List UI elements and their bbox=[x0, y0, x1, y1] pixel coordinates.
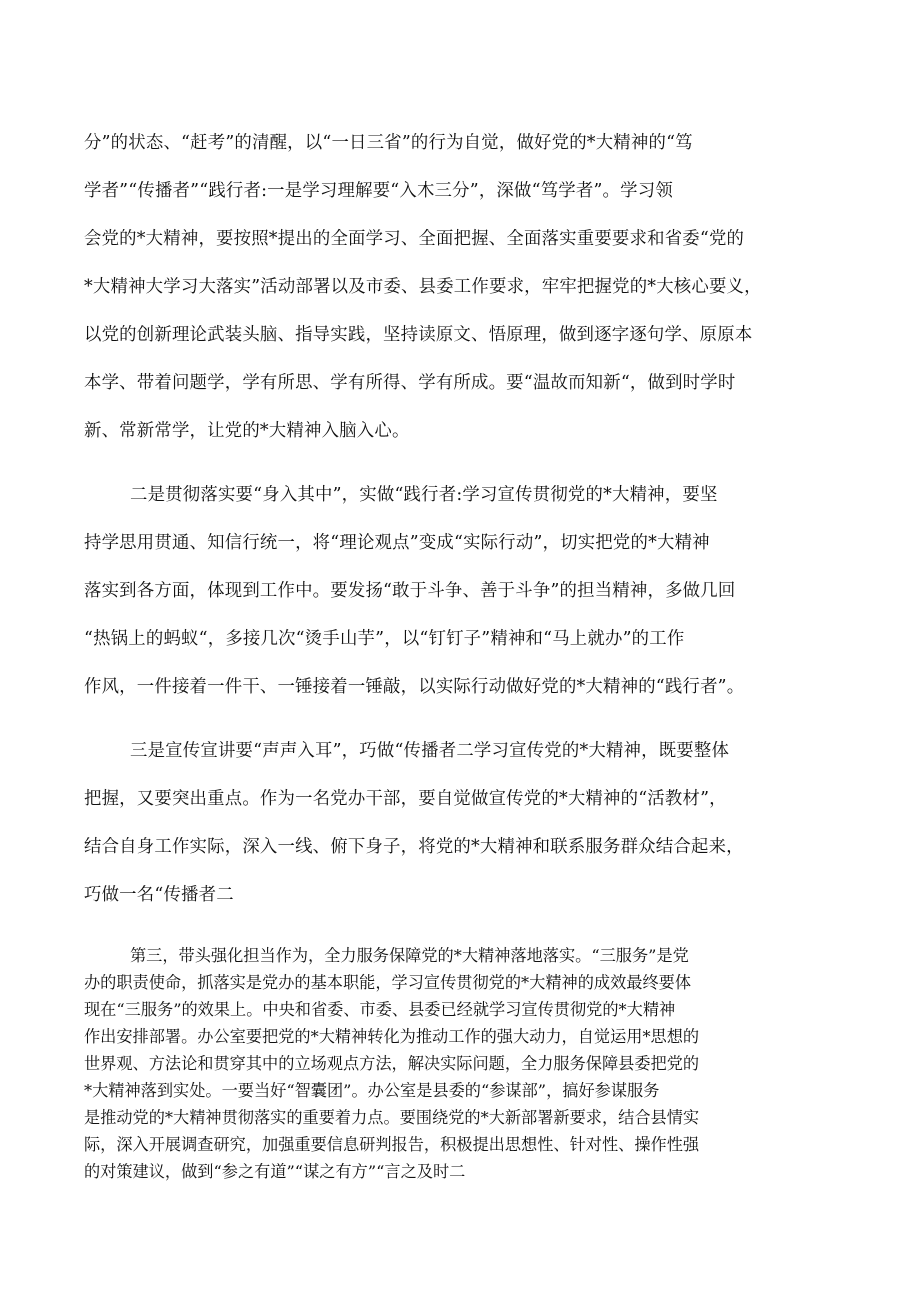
paragraph-line: 分”的状态、“赶考”的清醒，以“一日三省”的行为自觉，做好党的*大精神的“笃 bbox=[84, 133, 693, 153]
paragraph-line: 办的职责使命，抓落实是党办的基本职能，学习宣传贯彻党的*大精神的成效最终要体 bbox=[84, 973, 692, 992]
paragraph-line: *大精神大学习大落实”活动部署以及市委、县委工作要求，牢牢把握党的*大核心要义， bbox=[84, 277, 762, 297]
paragraph-line: 学者”“传播者”“践行者:一是学习理解要“入木三分”，深做“笃学者”。学习领 bbox=[84, 181, 673, 201]
paragraph-line: 是推动党的*大精神贯彻落实的重要着力点。要围绕党的*大新部署新要求，结合县情实 bbox=[84, 1108, 700, 1127]
paragraph-line: “热锅上的蚂蚁“，多接几次“烫手山芋”，以“钉钉子”精神和“马上就办”的工作 bbox=[84, 629, 685, 649]
paragraph-line: 结合自身工作实际，深入一线、俯下身子，将党的*大精神和联系服务群众结合起来， bbox=[84, 837, 744, 857]
paragraph-line: 持学思用贯通、知信行统一，将“理论观点”变成“实际行动”，切实把党的*大精神 bbox=[84, 533, 710, 553]
paragraph-line: 作出安排部署。办公室要把党的*大精神转化为推动工作的强大动力，自觉运用*思想的 bbox=[84, 1027, 700, 1046]
paragraph-line: 落实到各方面，体现到工作中。要发扬“敢于斗争、善于斗争”的担当精神，多做几回 bbox=[84, 581, 736, 601]
paragraph-line: 会党的*大精神，要按照*提出的全面学习、全面把握、全面落实重要要求和省委“党的 bbox=[84, 229, 745, 249]
paragraph-line: 把握，又要突出重点。作为一名党办干部，要自觉做宣传党的*大精神的“活教材”， bbox=[84, 789, 727, 809]
paragraph-line: 作风，一件接着一件干、一锤接着一锤敲，以实际行动做好党的*大精神的“践行者”。 bbox=[84, 677, 745, 697]
paragraph-line: 现在“三服务”的效果上。中央和省委、市委、县委已经就学习宣传贯彻党的*大精神 bbox=[84, 1000, 676, 1019]
paragraph-line: 的对策建议，做到“参之有道”“谋之有方”“言之及时二 bbox=[84, 1162, 466, 1181]
paragraph-line: 第三，带头强化担当作为，全力服务保障党的*大精神落地落实。“三服务”是党 bbox=[130, 946, 689, 965]
paragraph-line: 本学、带着问题学，学有所思、学有所得、学有所成。要“温故而知新“，做到时学时 bbox=[84, 373, 736, 393]
paragraph-line: 三是宣传宣讲要“声声入耳”，巧做“传播者二学习宣传党的*大精神，既要整体 bbox=[130, 741, 730, 761]
paragraph-line: *大精神落到实处。一要当好“智囊团”。办公室是县委的“参谋部”，搞好参谋服务 bbox=[84, 1081, 660, 1100]
paragraph-line: 际，深入开展调查研究，加强重要信息研判报告，积极提出思想性、针对性、操作性强 bbox=[84, 1135, 700, 1154]
paragraph-line: 二是贯彻落实要“身入其中”，实做“践行者:学习宣传贯彻党的*大精神，要坚 bbox=[130, 485, 718, 505]
paragraph-line: 世界观、方法论和贯穿其中的立场观点方法，解决实际问题，全力服务保障县委把党的 bbox=[84, 1054, 700, 1073]
paragraph-line: 以党的创新理论武装头脑、指导实践，坚持读原文、悟原理，做到逐字逐句学、原原本 bbox=[84, 325, 753, 345]
paragraph-line: 巧做一名“传播者二 bbox=[84, 885, 234, 905]
paragraph-line: 新、常新常学，让党的*大精神入脑入心。 bbox=[84, 421, 410, 441]
